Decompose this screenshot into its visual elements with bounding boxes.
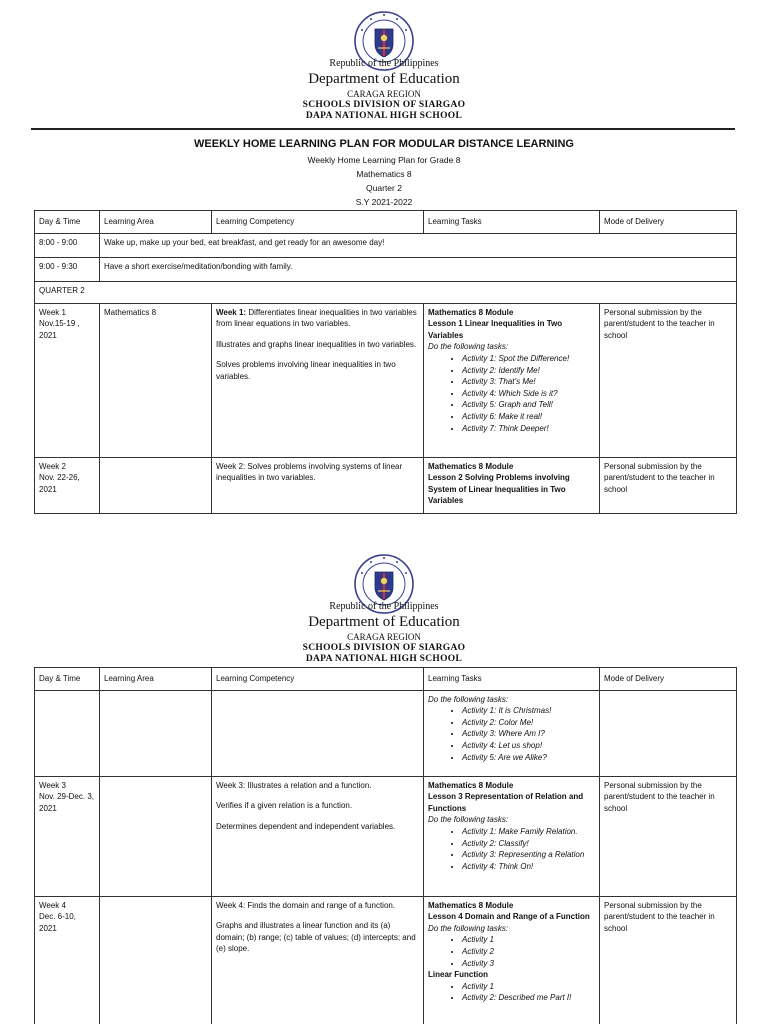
module-name: Mathematics 8 Module bbox=[428, 307, 514, 317]
department-line: Department of Education bbox=[308, 71, 460, 87]
quarter-label: QUARTER 2 bbox=[35, 281, 737, 303]
week-date: Nov.15-19 , 2021 bbox=[39, 319, 80, 340]
column-header: Learning Area bbox=[100, 211, 212, 234]
week-label: Week 3 bbox=[39, 780, 66, 790]
week-label: Week 4 bbox=[39, 900, 66, 910]
competency-cell: Week 2: Solves problems involving systems of linear inequalities in two variables. bbox=[212, 457, 424, 513]
list-item: • Activity 2: Classify! bbox=[462, 838, 595, 850]
column-header: Learning Area bbox=[100, 668, 212, 691]
document-page-2 bbox=[0, 540, 768, 1024]
republic-line: Republic of the Philippines bbox=[329, 58, 439, 69]
tasks-cell bbox=[424, 303, 600, 457]
day-cell bbox=[35, 776, 100, 896]
lesson-name: Lesson 4 Domain and Range of a Function bbox=[428, 912, 590, 922]
column-header: Day & Time bbox=[35, 211, 100, 234]
list-item: • Activity 2: Described me Part I! bbox=[462, 992, 595, 1004]
routine-time: 8:00 - 9:00 bbox=[35, 233, 100, 257]
delivery-cell: Personal submission by the parent/student to the teacher in school bbox=[600, 896, 737, 1024]
republic-line: Republic of the Philippines bbox=[329, 601, 439, 612]
table-row-week2-continued bbox=[35, 690, 737, 776]
competency-cell bbox=[212, 690, 424, 776]
lesson-name: Lesson 3 Representation of Relation and Functions bbox=[428, 792, 584, 813]
routine-time: 9:00 - 9:30 bbox=[35, 257, 100, 281]
plan-grade: Weekly Home Learning Plan for Grade 8 bbox=[307, 155, 461, 165]
delivery-cell: Personal submission by the parent/student to the teacher in school bbox=[600, 776, 737, 896]
list-item: • Activity 3: Where Am I? bbox=[462, 728, 595, 740]
week-date: Nov. 22-26, 2021 bbox=[39, 473, 80, 494]
learning-plan-table bbox=[34, 210, 737, 514]
competency-text: Illustrates and graphs linear inequalities in two variables. bbox=[216, 339, 417, 349]
week-label: Week 2 bbox=[39, 461, 66, 471]
learning-area-cell bbox=[100, 690, 212, 776]
module-name: Mathematics 8 Module bbox=[428, 900, 514, 910]
table-header-row bbox=[35, 211, 737, 234]
list-item: • Activity 1: Spot the Difference! bbox=[462, 353, 595, 365]
tasks-cell bbox=[424, 690, 600, 776]
table-row-week4 bbox=[35, 896, 737, 1024]
column-header: Mode of Delivery bbox=[600, 668, 737, 691]
list-item: • Activity 4: Let us shop! bbox=[462, 740, 595, 752]
delivery-cell bbox=[600, 690, 737, 776]
competency-text: Solves problems involving linear inequalities in two variables. bbox=[216, 360, 396, 381]
delivery-cell: Personal submission by the parent/student to the teacher in school bbox=[600, 457, 737, 513]
division-line: SCHOOLS DIVISION OF SIARGAO bbox=[302, 100, 466, 110]
learning-area-cell bbox=[100, 457, 212, 513]
learning-plan-table-continued bbox=[34, 667, 737, 1024]
school-line: DAPA NATIONAL HIGH SCHOOL bbox=[305, 111, 463, 121]
module-name: Mathematics 8 Module bbox=[428, 780, 514, 790]
competency-cell bbox=[212, 896, 424, 1024]
plan-title: WEEKLY HOME LEARNING PLAN FOR MODULAR DISTANCE LEARNING bbox=[194, 138, 574, 150]
list-item: • Activity 4: Which Side is it? bbox=[462, 388, 595, 400]
day-cell bbox=[35, 690, 100, 776]
lesson-name: Lesson 1 Linear Inequalities in Two Variables bbox=[428, 319, 563, 340]
week-label: Week 1 bbox=[39, 307, 66, 317]
region-line: CARAGA REGION bbox=[347, 89, 421, 99]
table-row-week1 bbox=[35, 303, 737, 457]
column-header: Learning Tasks bbox=[424, 211, 600, 234]
list-item: • Activity 5: Are we Alike? bbox=[462, 752, 595, 764]
week-date: Nov. 29-Dec. 3, 2021 bbox=[39, 792, 94, 813]
learning-area-cell: Mathematics 8 bbox=[100, 303, 212, 457]
competency-text: Verifies if a given relation is a function. bbox=[216, 801, 353, 811]
school-line: DAPA NATIONAL HIGH SCHOOL bbox=[305, 654, 463, 664]
list-item: • Activity 3: Representing a Relation bbox=[462, 849, 595, 861]
day-cell bbox=[35, 457, 100, 513]
activity-list bbox=[428, 705, 595, 763]
activity-list bbox=[428, 826, 595, 872]
list-item: • Activity 2 bbox=[462, 946, 595, 958]
table-row-week3 bbox=[35, 776, 737, 896]
competency-text: Determines dependent and independent variables. bbox=[216, 821, 396, 831]
task-instruction: Do the following tasks: bbox=[428, 342, 509, 352]
plan-subject: Mathematics 8 bbox=[356, 169, 412, 179]
routine-row bbox=[35, 257, 737, 281]
list-item: • Activity 1: It is Christmas! bbox=[462, 705, 595, 717]
plan-quarter: Quarter 2 bbox=[366, 183, 402, 193]
day-cell bbox=[35, 303, 100, 457]
module-name: Mathematics 8 Module bbox=[428, 461, 514, 471]
column-header: Day & Time bbox=[35, 668, 100, 691]
table-header-row bbox=[35, 668, 737, 691]
column-header: Mode of Delivery bbox=[600, 211, 737, 234]
tasks-cell bbox=[424, 457, 600, 513]
column-header: Learning Competency bbox=[212, 668, 424, 691]
week-date: Dec. 6-10, 2021 bbox=[39, 912, 76, 933]
list-item: • Activity 1 bbox=[462, 934, 595, 946]
routine-activity: Wake up, make up your bed, eat breakfast, and get ready for an awesome day! bbox=[100, 233, 737, 257]
list-item: • Activity 7: Think Deeper! bbox=[462, 423, 595, 435]
list-item: • Activity 3: That’s Me! bbox=[462, 376, 595, 388]
list-item: • Activity 4: Think On! bbox=[462, 861, 595, 873]
tasks-cell bbox=[424, 776, 600, 896]
department-line: Department of Education bbox=[308, 614, 460, 630]
task-instruction: Do the following tasks: bbox=[428, 923, 509, 933]
task-instruction: Do the following tasks: bbox=[428, 815, 509, 825]
lesson-name: Lesson 2 Solving Problems involving System of Linear Inequalities in Two Variables bbox=[428, 473, 570, 506]
activity-list bbox=[428, 353, 595, 434]
competency-cell bbox=[212, 303, 424, 457]
column-header: Learning Competency bbox=[212, 211, 424, 234]
activity-list bbox=[428, 934, 595, 969]
sub-lesson-heading: Linear Function bbox=[428, 970, 488, 980]
table-row-week2 bbox=[35, 457, 737, 513]
day-cell bbox=[35, 896, 100, 1024]
quarter-row bbox=[35, 281, 737, 303]
competency-text: Week 3: Illustrates a relation and a function. bbox=[216, 780, 372, 790]
list-item: • Activity 2: Identify Me! bbox=[462, 365, 595, 377]
plan-school-year: S.Y 2021-2022 bbox=[355, 197, 413, 207]
routine-row bbox=[35, 233, 737, 257]
list-item: • Activity 6: Make it real! bbox=[462, 411, 595, 423]
division-line: SCHOOLS DIVISION OF SIARGAO bbox=[302, 643, 466, 653]
learning-area-cell bbox=[100, 776, 212, 896]
competency-cell bbox=[212, 776, 424, 896]
task-instruction: Do the following tasks: bbox=[428, 694, 509, 704]
list-item: • Activity 3 bbox=[462, 958, 595, 970]
column-header: Learning Tasks bbox=[424, 668, 600, 691]
competency-week-label: Week 1: bbox=[216, 307, 247, 317]
competency-text: Differentiates linear inequalities in two variables from linear equations in two variables. bbox=[216, 307, 417, 329]
delivery-cell: Personal submission by the parent/student to the teacher in school bbox=[600, 303, 737, 457]
list-item: • Activity 1: Make Family Relation. bbox=[462, 826, 595, 838]
list-item: • Activity 2: Color Me! bbox=[462, 717, 595, 729]
activity-list bbox=[428, 981, 595, 1004]
tasks-cell bbox=[424, 896, 600, 1024]
learning-area-cell bbox=[100, 896, 212, 1024]
competency-text: Graphs and illustrates a linear function and its (a) domain; (b) range; (c) table of values; (d) intercepts; and (e) slope. bbox=[216, 921, 416, 954]
list-item: • Activity 5: Graph and Tell! bbox=[462, 399, 595, 411]
list-item: • Activity 1 bbox=[462, 981, 595, 993]
header-divider bbox=[31, 128, 735, 130]
competency-text: Week 4: Finds the domain and range of a function. bbox=[216, 900, 396, 910]
region-line: CARAGA REGION bbox=[347, 632, 421, 642]
routine-activity: Have a short exercise/meditation/bonding with family. bbox=[100, 257, 737, 281]
